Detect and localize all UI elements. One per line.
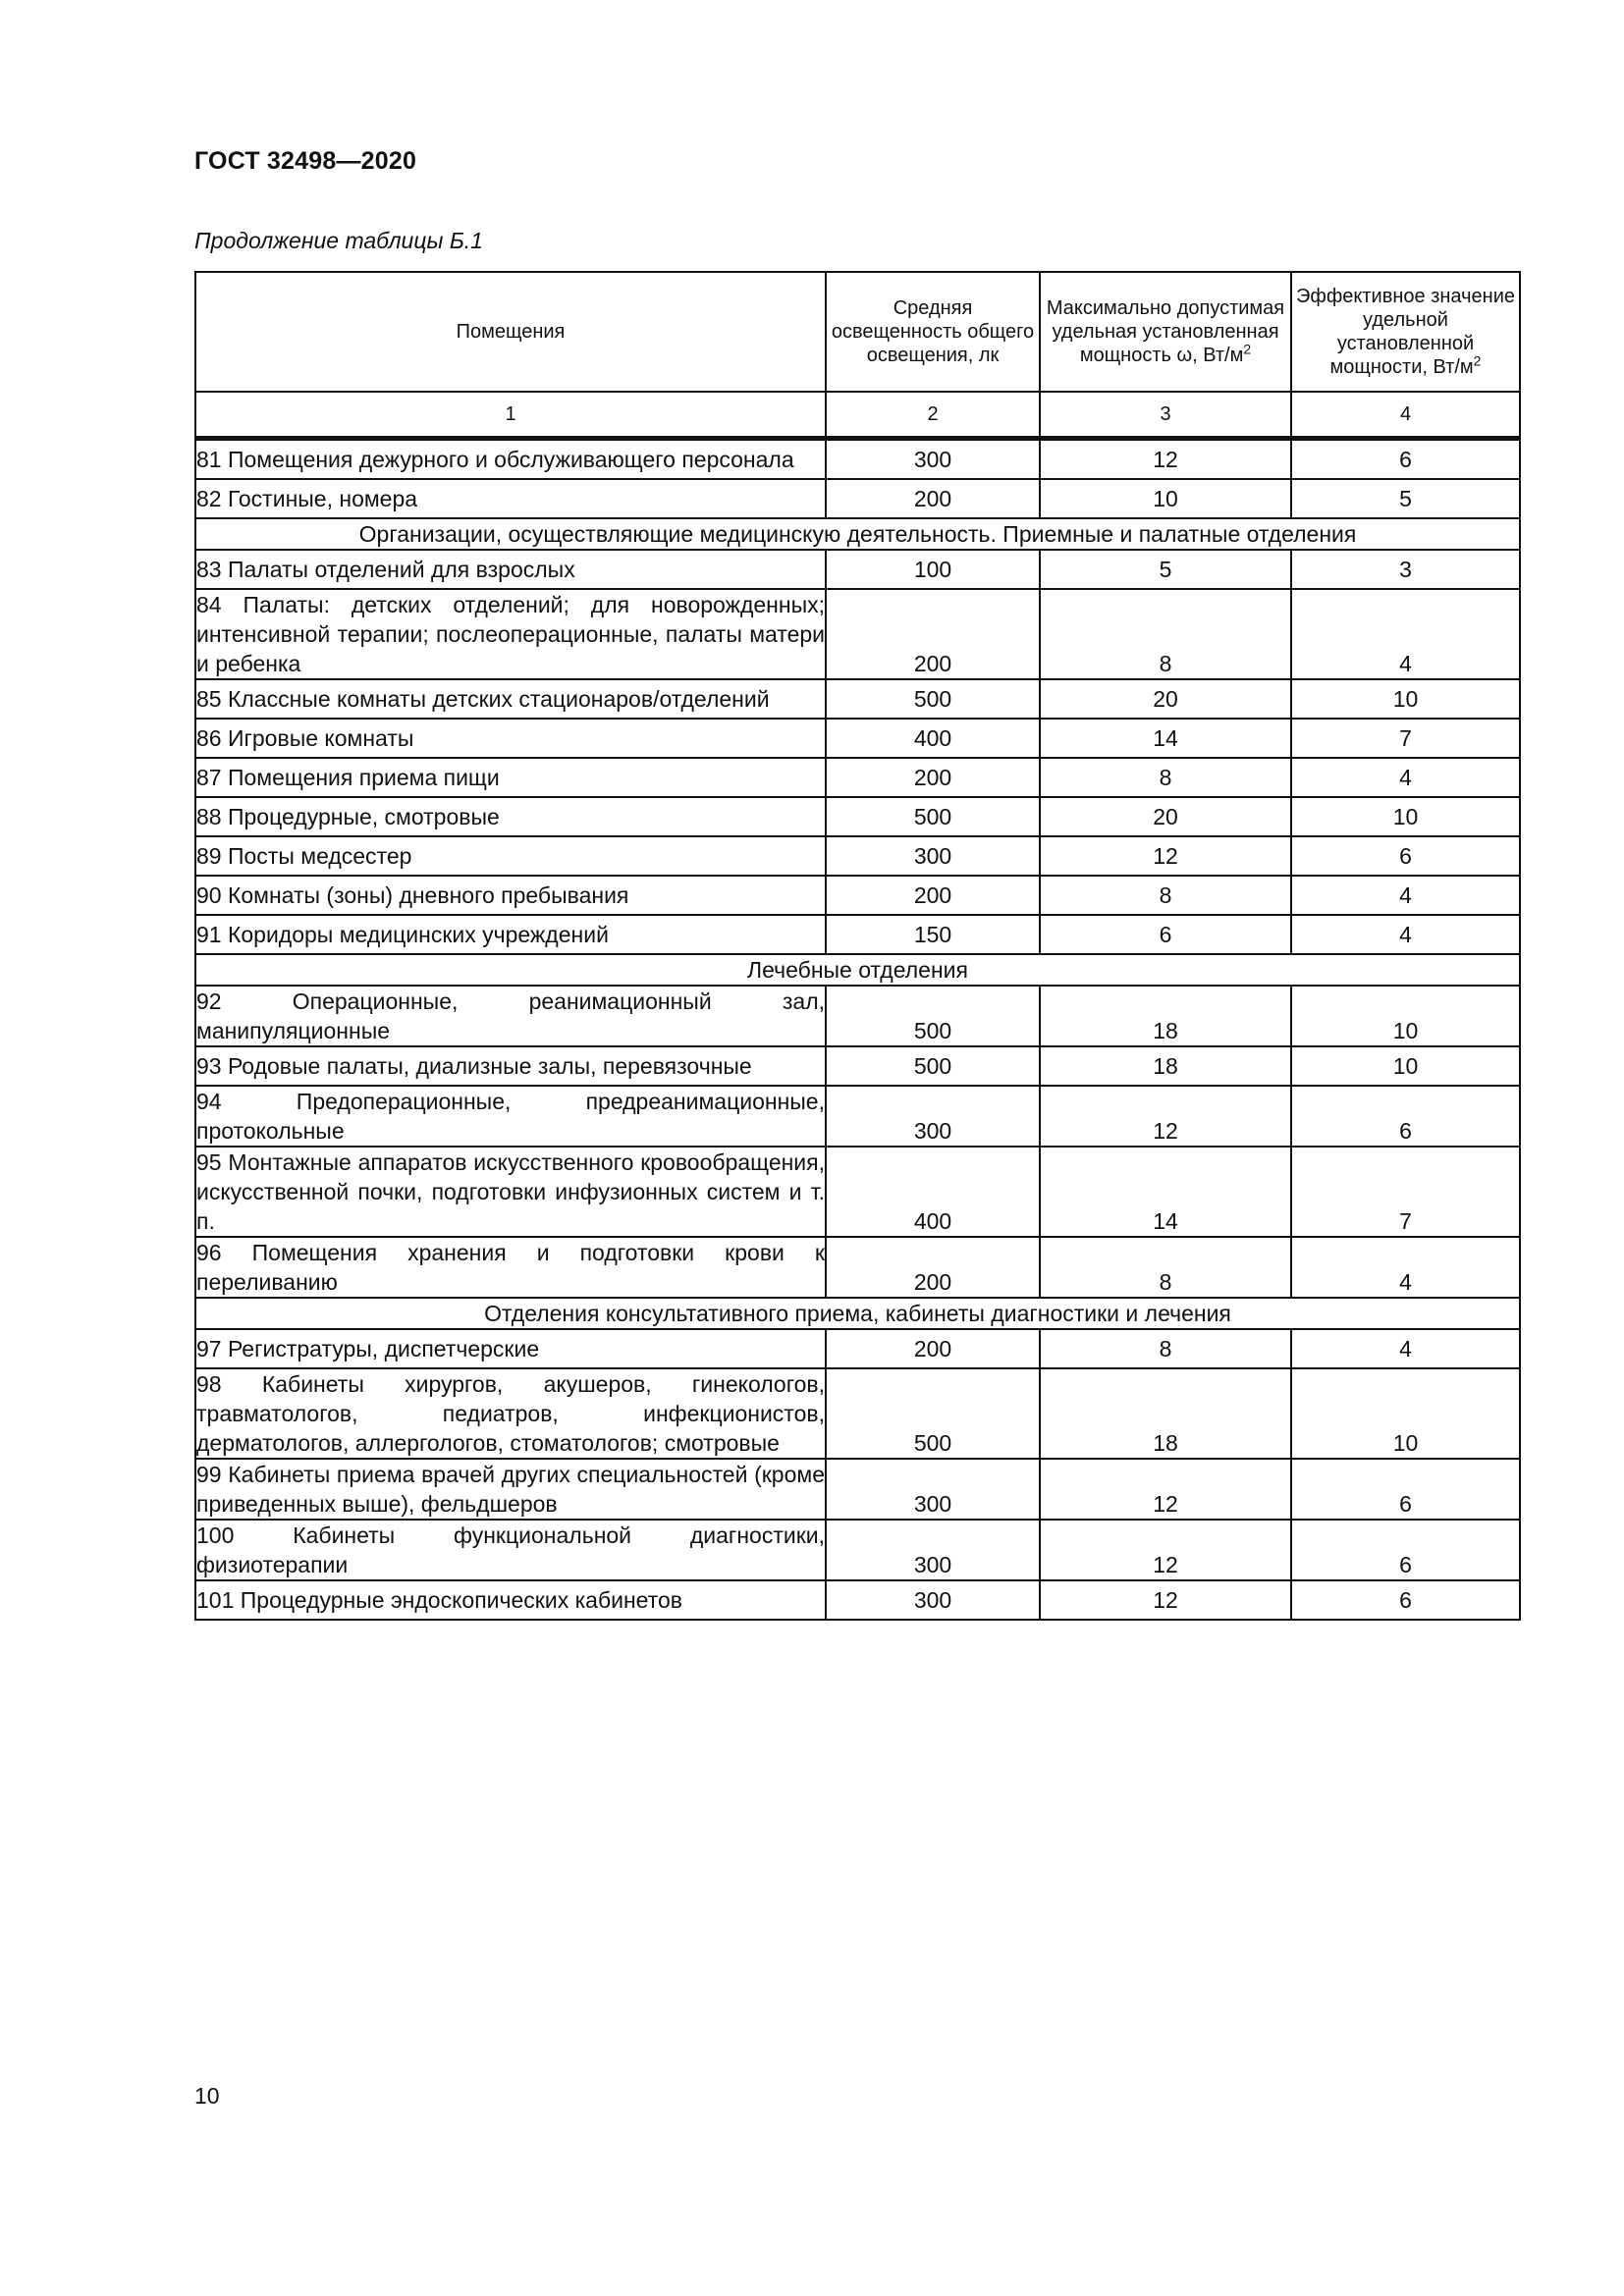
room-name: 95 Монтажные аппаратов искусственного кровообращения, искусственной почки, подготовки инфузионных систем и т. п. [195, 1147, 826, 1237]
illuminance-value: 200 [826, 479, 1040, 518]
room-name: 97 Регистратуры, диспетчерские [195, 1329, 826, 1368]
max-power-value: 10 [1040, 479, 1291, 518]
max-power-value: 8 [1040, 1237, 1291, 1298]
illuminance-value: 300 [826, 439, 1040, 480]
max-power-value: 12 [1040, 1086, 1291, 1147]
room-name: 88 Процедурные, смотровые [195, 797, 826, 836]
superscript: 2 [1473, 352, 1482, 369]
room-name: 96 Помещения хранения и подготовки крови к переливанию [195, 1237, 826, 1298]
max-power-value: 5 [1040, 550, 1291, 589]
effective-power-value: 7 [1291, 1147, 1520, 1237]
lighting-table [194, 271, 1521, 1621]
room-name: 93 Родовые палаты, диализные залы, перевязочные [195, 1046, 826, 1086]
section-row [195, 954, 1520, 986]
room-name: 92 Операционные, реанимационный зал, манипуляционные [195, 986, 826, 1046]
illuminance-value: 200 [826, 589, 1040, 679]
effective-power-value: 5 [1291, 479, 1520, 518]
table-body [195, 439, 1520, 1621]
max-power-value: 12 [1040, 1520, 1291, 1580]
table-row [195, 1237, 1520, 1298]
effective-power-value: 7 [1291, 719, 1520, 758]
table-row [195, 1368, 1520, 1459]
effective-power-value: 6 [1291, 1520, 1520, 1580]
effective-power-value: 6 [1291, 1086, 1520, 1147]
illuminance-value: 500 [826, 986, 1040, 1046]
illuminance-value: 300 [826, 1459, 1040, 1520]
effective-power-value: 4 [1291, 876, 1520, 915]
effective-power-value: 4 [1291, 589, 1520, 679]
table-row [195, 1520, 1520, 1580]
illuminance-value: 300 [826, 836, 1040, 876]
illuminance-value: 400 [826, 719, 1040, 758]
effective-power-value: 4 [1291, 758, 1520, 797]
section-row [195, 1298, 1520, 1329]
table-row [195, 679, 1520, 719]
room-name: 87 Помещения приема пищи [195, 758, 826, 797]
max-power-value: 14 [1040, 719, 1291, 758]
illuminance-value: 500 [826, 797, 1040, 836]
illuminance-value: 500 [826, 1046, 1040, 1086]
col-header-illuminance: Средняя освещенность общего освещения, лк [826, 272, 1040, 392]
room-name: 84 Палаты: детских отделений; для новорожденных; интенсивной терапии; послеоперационные, палаты матери и ребенка [195, 589, 826, 679]
room-name: 98 Кабинеты хирургов, акушеров, гинекологов, травматологов, педиатров, инфекционистов, дерматологов, аллергологов, стоматологов; смотровые [195, 1368, 826, 1459]
effective-power-value: 4 [1291, 1237, 1520, 1298]
column-number: 1 [195, 392, 826, 439]
page-number: 10 [194, 2083, 220, 2109]
max-power-value: 20 [1040, 679, 1291, 719]
effective-power-value: 10 [1291, 1046, 1520, 1086]
column-numbers-row [195, 392, 1520, 439]
max-power-value: 8 [1040, 589, 1291, 679]
effective-power-value: 10 [1291, 1368, 1520, 1459]
section-heading: Организации, осуществляющие медицинскую деятельность. Приемные и палатные отделения [195, 518, 1520, 550]
illuminance-value: 200 [826, 1237, 1040, 1298]
illuminance-value: 150 [826, 915, 1040, 954]
table-row [195, 1580, 1520, 1620]
effective-power-value: 6 [1291, 439, 1520, 480]
room-name: 81 Помещения дежурного и обслуживающего персонала [195, 439, 826, 480]
document-header: ГОСТ 32498—2020 [194, 147, 417, 175]
effective-power-value: 10 [1291, 797, 1520, 836]
max-power-value: 12 [1040, 1459, 1291, 1520]
effective-power-value: 10 [1291, 679, 1520, 719]
illuminance-value: 300 [826, 1580, 1040, 1620]
column-number: 3 [1040, 392, 1291, 439]
illuminance-value: 500 [826, 679, 1040, 719]
max-power-value: 18 [1040, 1046, 1291, 1086]
effective-power-value: 4 [1291, 1329, 1520, 1368]
max-power-value: 12 [1040, 836, 1291, 876]
room-name: 90 Комнаты (зоны) дневного пребывания [195, 876, 826, 915]
table-row [195, 439, 1520, 480]
room-name: 86 Игровые комнаты [195, 719, 826, 758]
room-name: 85 Классные комнаты детских стационаров/отделений [195, 679, 826, 719]
col-header-max-power-text: Максимально допустимая удельная установленная мощность ω, Вт/м [1046, 297, 1285, 366]
illuminance-value: 200 [826, 758, 1040, 797]
col-header-rooms: Помещения [195, 272, 826, 392]
table-row [195, 836, 1520, 876]
max-power-value: 18 [1040, 1368, 1291, 1459]
illuminance-value: 100 [826, 550, 1040, 589]
max-power-value: 20 [1040, 797, 1291, 836]
table-row [195, 589, 1520, 679]
table-caption: Продолжение таблицы Б.1 [194, 228, 483, 253]
table-row [195, 1147, 1520, 1237]
max-power-value: 6 [1040, 915, 1291, 954]
table-row [195, 719, 1520, 758]
table-row [195, 479, 1520, 518]
effective-power-value: 6 [1291, 836, 1520, 876]
illuminance-value: 200 [826, 1329, 1040, 1368]
table-row [195, 758, 1520, 797]
illuminance-value: 300 [826, 1086, 1040, 1147]
table-row [195, 986, 1520, 1046]
illuminance-value: 200 [826, 876, 1040, 915]
column-number: 2 [826, 392, 1040, 439]
max-power-value: 14 [1040, 1147, 1291, 1237]
header-row [195, 272, 1520, 392]
room-name: 99 Кабинеты приема врачей других специальностей (кроме приведенных выше), фельдшеров [195, 1459, 826, 1520]
room-name: 89 Посты медсестер [195, 836, 826, 876]
effective-power-value: 6 [1291, 1580, 1520, 1620]
max-power-value: 12 [1040, 439, 1291, 480]
column-number: 4 [1291, 392, 1520, 439]
col-header-max-power [1040, 272, 1291, 392]
max-power-value: 18 [1040, 986, 1291, 1046]
max-power-value: 8 [1040, 758, 1291, 797]
illuminance-value: 400 [826, 1147, 1040, 1237]
section-row [195, 518, 1520, 550]
room-name: 82 Гостиные, номера [195, 479, 826, 518]
table-row [195, 797, 1520, 836]
illuminance-value: 300 [826, 1520, 1040, 1580]
effective-power-value: 10 [1291, 986, 1520, 1046]
effective-power-value: 4 [1291, 915, 1520, 954]
max-power-value: 12 [1040, 1580, 1291, 1620]
col-header-effective-power [1291, 272, 1520, 392]
room-name: 101 Процедурные эндоскопических кабинетов [195, 1580, 826, 1620]
superscript: 2 [1243, 341, 1252, 357]
room-name: 100 Кабинеты функциональной диагностики, физиотерапии [195, 1520, 826, 1580]
max-power-value: 8 [1040, 1329, 1291, 1368]
section-heading: Отделения консультативного приема, кабинеты диагностики и лечения [195, 1298, 1520, 1329]
max-power-value: 8 [1040, 876, 1291, 915]
table-row [195, 915, 1520, 954]
effective-power-value: 6 [1291, 1459, 1520, 1520]
table-row [195, 1329, 1520, 1368]
illuminance-value: 500 [826, 1368, 1040, 1459]
col-header-effective-power-text: Эффективное значение удельной установленной мощности, Вт/м [1296, 286, 1515, 378]
table-row [195, 1459, 1520, 1520]
room-name: 94 Предоперационные, предреанимационные, протокольные [195, 1086, 826, 1147]
table-row [195, 1086, 1520, 1147]
room-name: 91 Коридоры медицинских учреждений [195, 915, 826, 954]
effective-power-value: 3 [1291, 550, 1520, 589]
table-row [195, 876, 1520, 915]
table-row [195, 550, 1520, 589]
room-name: 83 Палаты отделений для взрослых [195, 550, 826, 589]
table-row [195, 1046, 1520, 1086]
section-heading: Лечебные отделения [195, 954, 1520, 986]
